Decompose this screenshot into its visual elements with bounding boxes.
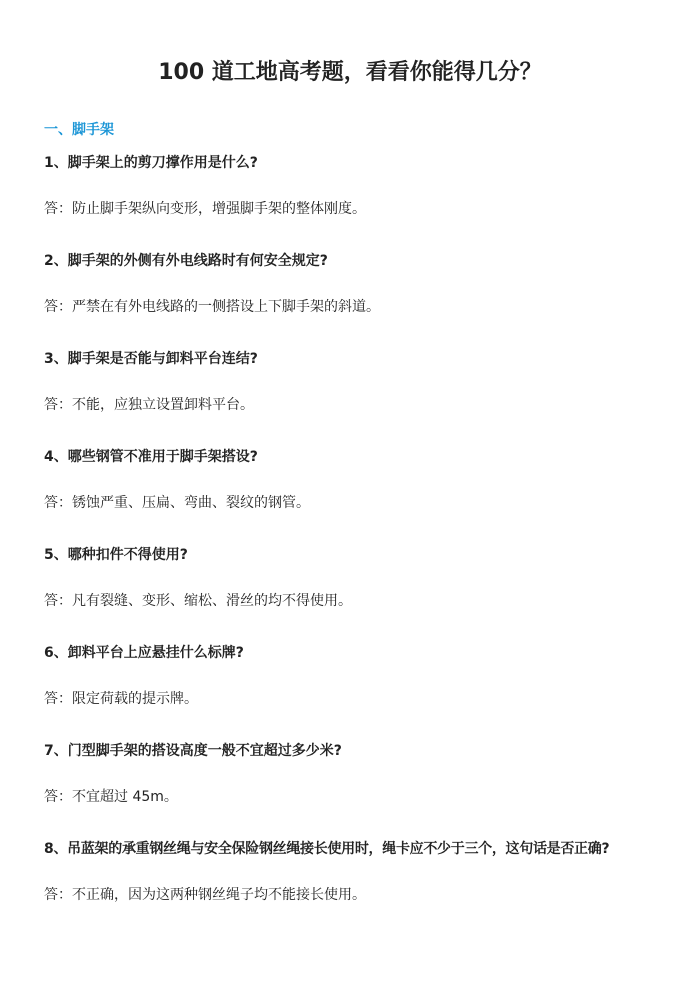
question: 8、吊蓝架的承重钢丝绳与安全保险钢丝绳接长使用时，绳卡应不少于三个，这句话是否正确? (44, 841, 610, 857)
question: 7、门型脚手架的搭设高度一般不宜超过多少米? (44, 743, 342, 759)
qa-item (44, 246, 674, 344)
question: 6、卸料平台上应悬挂什么标牌? (44, 645, 244, 661)
qa-list (44, 148, 674, 932)
answer: 答：不宜超过 45m。 (44, 789, 178, 805)
qa-item (44, 736, 674, 834)
qa-item (44, 442, 674, 540)
question: 1、脚手架上的剪刀撑作用是什么? (44, 155, 258, 171)
page-title: 100 道工地高考题，看看你能得几分？ (158, 60, 542, 85)
answer: 答：严禁在有外电线路的一侧搭设上下脚手架的斜道。 (44, 299, 380, 315)
qa-item (44, 344, 674, 442)
answer: 答：不能，应独立设置卸料平台。 (44, 397, 254, 413)
qa-item (44, 638, 674, 736)
qa-item (44, 148, 674, 246)
qa-item (44, 834, 674, 932)
answer: 答：凡有裂缝、变形、缩松、滑丝的均不得使用。 (44, 593, 352, 609)
question: 5、哪种扣件不得使用? (44, 547, 188, 563)
answer: 答：不正确，因为这两种钢丝绳子均不能接长使用。 (44, 887, 366, 903)
question: 2、脚手架的外侧有外电线路时有何安全规定? (44, 253, 328, 269)
section-heading: 一、脚手架 (44, 122, 114, 138)
answer: 答：防止脚手架纵向变形，增强脚手架的整体刚度。 (44, 201, 366, 217)
question: 3、脚手架是否能与卸料平台连结? (44, 351, 258, 367)
qa-item (44, 540, 674, 638)
question: 4、哪些钢管不准用于脚手架搭设? (44, 449, 258, 465)
answer: 答：限定荷载的提示牌。 (44, 691, 198, 707)
answer: 答：锈蚀严重、压扁、弯曲、裂纹的钢管。 (44, 495, 310, 511)
